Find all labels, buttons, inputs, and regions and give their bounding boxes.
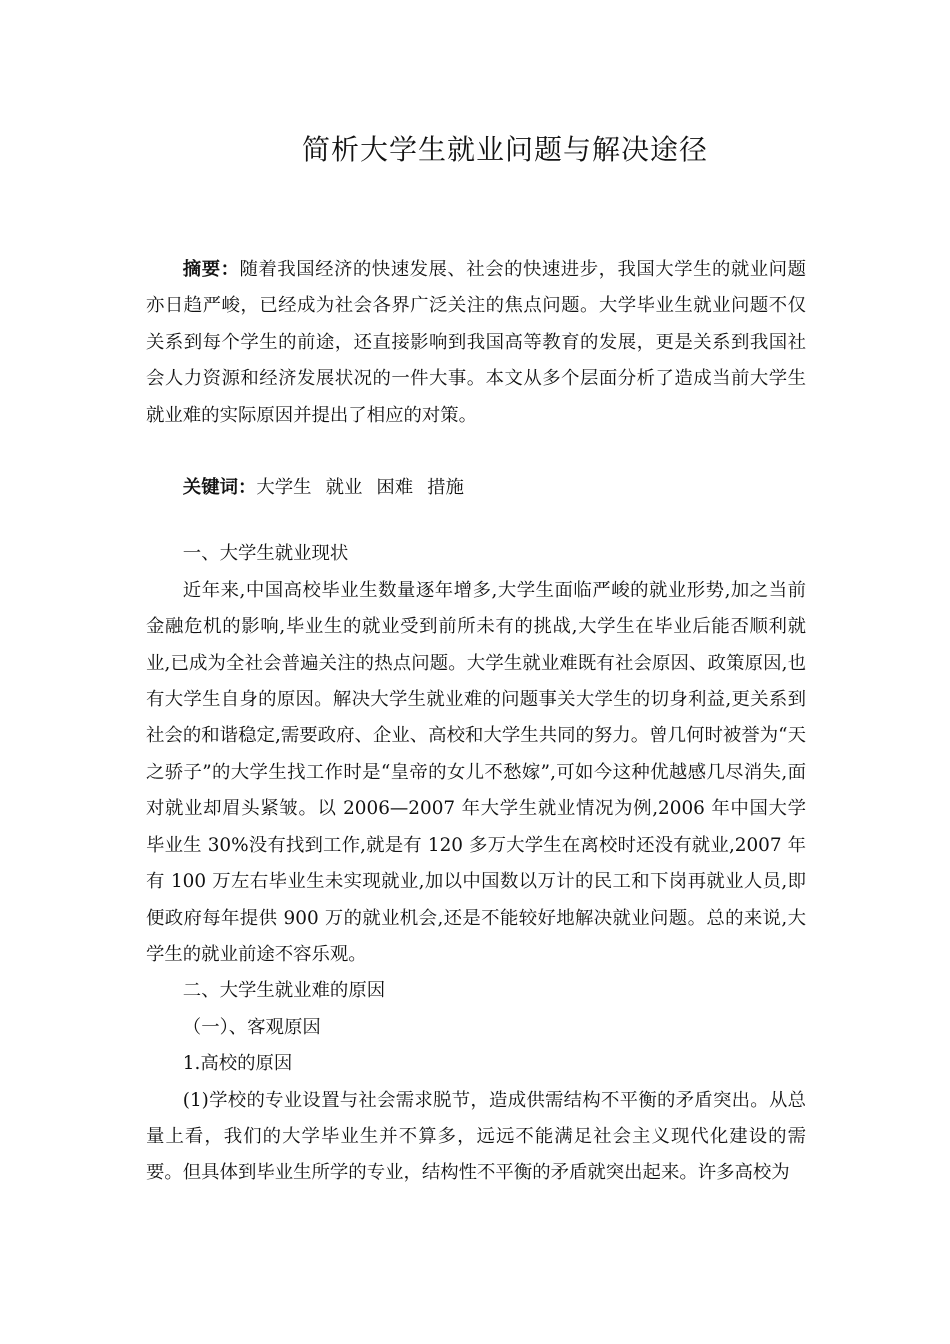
subsection-item-heading: 1.高校的原因 <box>182 1053 293 1075</box>
section-heading: 一、大学生就业现状 <box>182 543 349 565</box>
keywords-label: 关键词： <box>182 477 257 499</box>
body-paragraph: 近年来,中国高校毕业生数量逐年增多,大学生面临严峻的就业形势,加之当前金融危机的影响,毕业生的就业受到前所未有的挑战,大学生在毕业后能否顺利就业,已成为全社会普遍关注的热点问题。大学生就业难既有社会原因、政策原因,也有大学生自身的原因。解决大学生就业难的问题事关大学生的切身利益,更关系到社会的和谐稳定,需要政府、企业、高校和大学生共同的努力。曾几何时被誉为“天之骄子”的大学生找工作时是“皇帝的女儿不愁嫁”,可如今这种优越感几尽消失,面对就业却眉头紧皱。以 2006—2007 年大学生就业情况为例,2006 年中国大学毕业生 30%没有找到工作,就是有 120 多万大学生在离校时还没有就业,2007 年有 100 万左右毕业生未实现就业,加以中国数以万计的民工和下岗再就业人员,即便政府每年提供 900 万的就业机会,还是不能较好地解决就业问题。总的来说,大学生的就业前途不容乐观。 <box>146 579 806 965</box>
body-paragraph: (1)学校的专业设置与社会需求脱节，造成供需结构不平衡的矛盾突出。从总量上看，我们的大学毕业生并不算多，远远不能满足社会主义现代化建设的需要。但具体到毕业生所学的专业，结构性不平衡的矛盾就突出起来。许多高校为 <box>146 1089 806 1184</box>
section-heading: 二、大学生就业难的原因 <box>182 980 386 1002</box>
abstract-paragraph <box>146 252 806 434</box>
abstract-text: 随着我国经济的快速发展、社会的快速进步，我国大学生的就业问题亦日趋严峻，已经成为社会各界广泛关注的焦点问题。大学毕业生就业问题不仅关系到每个学生的前途，还直接影响到我国高等教育的发展，更是关系到我国社会人力资源和经济发展状况的一件大事。本文从多个层面分析了造成当前大学生就业难的实际原因并提出了相应的对策。 <box>146 259 806 426</box>
abstract-label: 摘要： <box>182 259 240 280</box>
subsection-heading: （一）、客观原因 <box>182 1016 321 1038</box>
document-title: 简析大学生就业问题与解决途径 <box>301 133 708 166</box>
keyword-item: 困难 <box>376 477 414 499</box>
spacer <box>146 506 806 536</box>
document-body <box>146 252 806 1192</box>
spacer <box>146 434 806 470</box>
keyword-item: 大学生 <box>256 477 312 499</box>
keyword-item: 措施 <box>427 477 464 499</box>
keywords-line <box>146 470 806 506</box>
keyword-item: 就业 <box>325 477 363 499</box>
